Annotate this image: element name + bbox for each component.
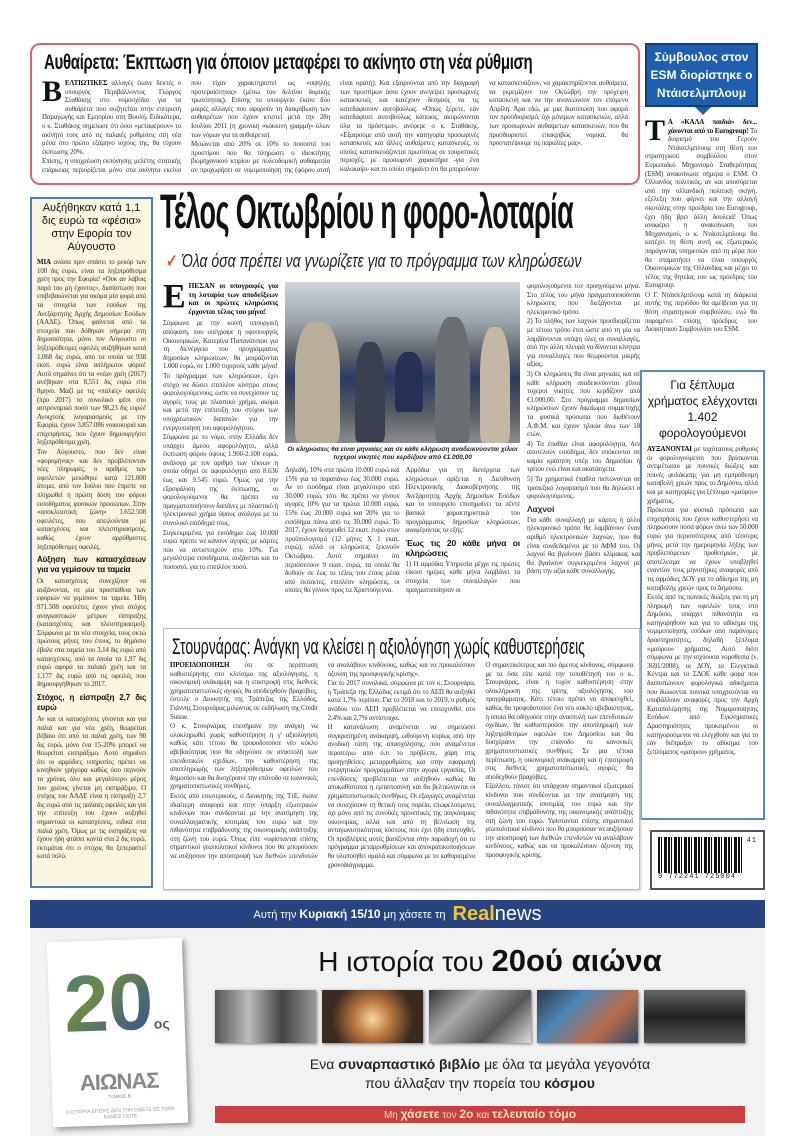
subheading: Έως τις 20 κάθε μήνα οι κληρώσεις	[405, 537, 520, 558]
main-column-3: φορολογούμενοι τον προηγούμενο μήνα. Στο τέλος του μήνα πραγματοποιούνται κληρώσεις που διεξάγονται με ηλεκτρονικό τρόπο. 2) Το πλήθος των λαχνών προσδιορίζεται με τέτοιο τρόπο έτσι ώστε από τη μία να λαμβάνονται υπόψη όλες οι συναλλαγές, από την άλλη πλευρά να δίνονται κίνητρα για συναλλαγές που θεωρούνται μικρής αξίας. 3) Οι κληρώσεις θα είναι μηνιαίες και σε κάθε κλήρωση αναδεικνύονται χίλιοι τυχεροί νικητές που κερδίζουν από €1.000,00. Στο πρόγραμμα δημοσίων κληρώσεων έχουν δικαίωμα συμμετοχής τα φυσικά πρόσωπα που διαθέτουν Α.Φ.Μ. και έχουν ηλικία άνω των 18 ετών. 4) Τα έπαθλα είναι αφορολόγητα, δεν αποτελούν εισόδημα, δεν υπόκεινται σε καμία κράτηση υπέρ του Δημοσίου ή τρίτου ενώ είναι και ακατάσχετα. 5) Τα χρηματικά έπαθλα πιστώνονται σε τραπεζικό λογαριασμό που θα δηλώσει ο φορολογούμενος. Λαχνοί Για κάθε συναλλαγή με κάρτες ή άλλο ηλεκτρονικό τρόπο θα λαμβάνουν έναν αριθμό ηλεκτρονικών λαχνών, που θα είναι συνδεδεμένοι με το ΑΦΜ του. Οι λαχνοί θα βγαίνουν βάσει κλίμακας και θα βγαίνουν συγκεκριμένοι λαχνοί με βάση την αξία κάθε συναλλαγής.	[527, 282, 640, 576]
subheading: Λαχνοί	[527, 503, 555, 514]
sidebar-article-esm: Τ Α «ΚΑΛΑ παιδιά» δεν... χάνονται από το Eurogroup! Το διορισμό του Γερούν Ντάισελμπλουμ στη θέση του στρατηγικού συμβούλου στον Ευρωπαϊκό Μηχανισμό Σταθερότητας (ESM) ανακοίνωσε σήμερα ο ESM. Ο Ολλανδός πολιτικός, αν και αποσύρεται από την ολλανδική πολιτική σκηνή, εξέλεξη που φέρνει και την αλλαγή σκυτάλης στην προεδρία του Eurogroup, έχει ήδη βρει άλλη δουλειά! Όπως αναφέρει η ανακοίνωση του Μηχανισμού, ο κ. Ντάισελμπλουμ θα κατέχει τη θέση αυτή ως εξωτερικός παράγοντας υπηρεσιών από τη μέρα που θα σταματήσει να είναι υπουργός Οικονομικών της Ολλανδίας και μέχρι το τέλος της θητείας του ως πρόεδρος του Eurogroup. Ο Γ. Ντάισελμπλουμ κατά τη διάρκεια αυτής της περιόδου θα αμείβεται για τη θέση στρατηγικού συμβούλου, ενώ θα παραμένει επίσης πρόεδρος του Διοικητικού Συμβουλίου του ESM.	[645, 114, 757, 334]
sidebar-headline-esm: Σύμβουλος στον ESM διορίστηκε ο Ντάισελμπλουμ	[645, 43, 758, 107]
photo-caption: Οι κληρώσεις θα είναι μηνιαίες και σε κάθε κλήρωση αναδεικνύονται χίλιοι τυχεροί νικητές που κερδίζουν από €1.000,00	[287, 446, 518, 461]
ad-line-1: Ενα συναρπαστικό βιβλίο με όλα τα μεγάλα γεγονότα	[309, 1056, 651, 1072]
barcode-bars	[658, 837, 743, 873]
realnews-banner: Αυτή την Κυριακή 15/10 μη χάσετε τη Realnews	[30, 900, 765, 928]
main-headline: Τέλος Οκτωβρίου η φορο-λοταρία	[160, 185, 574, 239]
ad-photo	[537, 990, 638, 1043]
barcode: 41 9 772241 725004	[650, 830, 765, 890]
ad-photo	[215, 990, 316, 1043]
subheading: Αύξηση των κατασχέσεων για να γεμίσουν τα ταμεία	[37, 555, 146, 575]
ad-photo	[322, 990, 423, 1043]
article-headline: Αυθαίρετα: Έκπτωση για όποιον μεταφέρει το ακίνητο στη νέα ρύθμιση	[44, 51, 533, 75]
ad-callout-bar: Μη χάσετε τον 2ο και τελευταίο τόμο	[215, 1106, 745, 1123]
article-photo-tax-office-queue	[285, 282, 520, 443]
ad-title: Η ιστορία του 20ού αιώνα	[318, 943, 662, 978]
main-columns-2: Δηλαδή, 10% στα πρώτα 10.000 ευρώ και 15% για τα παραπάνω έως 30.000 ευρώ. Αν το εισόδημα είναι μεγαλύτερο από 30.000 ευρώ, τότε θα πρέπει να γίνουν αγορές 10% για τα πρώτα 10.000 ευρώ, 15% έως 20.000 ευρώ και 20% για το εισόδημα πάνω από τις 30.000 ευρώ. Το 2017, έχουν δεσμευθεί 12 εκατ. ευρώ στον προϋπολογισμό (12 μήνες Χ 1 εκατ. ευρώ), αλλά οι κληρώσεις ξεκινούν Οκτώβριο. Αυτό σημαίνει ότι περισσεύουν 9 εκατ. ευρώ, τα οποία θα δοθούν σε έως το τέλος του έτους μέσα από έκτακτες, επιπλέον κληρώσεις, οι οποίες θα γίνουν προς τα Χριστούγεννα. Αρμόδια για τη διενέργεια των κληρώσεων ορίζεται η Διεύθυνση Ηλεκτρονικής Διακυβέρνησης της Ανεξάρτητης Αρχής Δημοσίων Εσόδων και το υπουργείο επισημαίνει τα πέντε βασικά χαρακτηριστικά του προγράμματος δημοσίων κληρώσεων, αναφέροντας τα εξής: Έως τις 20 κάθε μήνα οι κληρώσεις 1) Η αρμόδια Υπηρεσία μέχρι τις πρώτες είκοσι ημέρες κάθε μήνα λαμβάνει τα στοιχεία των συναλλαγών που πραγματοποίησαν οι	[285, 466, 520, 595]
main-column-1: ΕΠΕΣΑΝ οι υπογραφές για τη λοταρία των αποδείξεων και οι πρώτες κληρώσεις έρχονται τέλος του μήνα! Σύμφωνα με την κοινή υπουργική απόφαση, που υπέγραψε η υφυπουργός Οικονομικών, Κατερίνα Παπανάτσιου για τη διενέργεια του προγράμματος δημοσίων κληρώσεων, θα μοιράζονται 1.000 ευρώ, σε 1.000 τυχερούς κάθε μήνα! Το πρόγραμμα των κληρώσεων, έχει στόχο να δώσει επιπλέον κίνητρο στους φορολογούμενους, ώστε να συνεχίσουν τις αγορές τους με πλαστικό χρήμα, ακόμα και μετά την επίτευξη του στόχου των υποχρεωτικών δαπανών για την ενεργοποίηση του αφορολόγητου. Σύμφωνα με το νόμο, στην Ελλάδα δεν υπάρχει άμεσο αφορολόγητο, αλλά έκπτωση φόρου ύψους 1.900-2.100 ευρώ, ανάλογα με τον αριθμό των τέκνων η οποία οδηγεί σε αφορολόγητο από 8.636 έως και 9.545 ευρώ. Όμως για την εξασφάλιση της έκπτωσης, οι φορολογούμενοι θα πρέπει να πραγματοποιήσουν δαπάνες με πλαστικό ή ηλεκτρονικό χρήμα ύψους ανάλογα με το συνολικό εισόδημά τους. Συγκεκριμένα, για εισόδημα έως 10.000 ευρώ πρέπει να κάνουν αγορές με κάρτες που να αντιστοιχούν στο 10%. Για μεγαλύτερα εισοδήματα, αυξάνεται και το ποσοστό, για το επιπλέον ποσό.	[163, 278, 278, 571]
checkmark-icon: ✓	[166, 250, 178, 272]
sidebar-headline: Αυξήθηκαν κατά 1,1 δις ευρώ τα «φέσια» στην Εφορία τον Αύγουστο	[41, 202, 142, 253]
ad-photo	[644, 990, 745, 1043]
ad-photo-strip	[215, 990, 745, 1043]
drop-cap: Β	[42, 75, 62, 108]
subheading: Στόχος, η είσπραξη 2,7 δις ευρώ	[37, 692, 146, 712]
ad-line-2: που άλλαξαν την πορεία του κόσμου	[365, 1075, 595, 1091]
sidebar-box-money-laundering: Για ξέπλυμα χρήματος ελέγχονται 1.402 φορολογούμενοι ΑΥΞΑΝΟΝΤΑΙ με ταχύτατους ρυθμούς οι φορολογούμενοι που βρίσκονται αντιμέτωποι με ποινικές διώξεις και ποινές φυλάκισης για μη εμπρόθεσμη καταβολή χρεών προς το Δημόσιο, αλλά και με κατηγορίες για ξέπλυμα «μαύρου» χρήματος. Πρόκειται για φυσικά πρόσωπα και επιχειρήσεις που έχουν καθυστερήσει να πληρώσουν ποσά φόρων άνω των 50.000 ευρώ για περισσότερους από τέσσερις μήνες μετά την ημερομηνία λήξης των προβλεπόμενων προθεσμιών, με αποτέλεσμα να έχουν υποβληθεί εναντίον τους μηνυτήριες αναφορές από τις αρμόδιες ΔΟΥ για το αδίκημα της μη καταβολής χρεών προς το Δημόσιο. Εκτός από τις ποινικές διώξεις για τη μη πληρωμή των οφειλών τους στο Δημόσιο, υπάρχει πιθανότητα να κατηγορηθούν και για το αδίκημα της νομιμοποίησης εσόδων από παράνομες δραστηριότητες, δηλαδή ξέπλυμα «μαύρου» χρήματος. Αυτό διότι σύμφωνα με την ισχύουσα νομοθεσία (ν. 3691/2008), οι ΔΟΥ, τα Ελεγκτικά Κέντρα και το ΣΔΟΕ κάθε φορά που διαπιστώνουν φορολογικά αδικήματα που διώκονται ποινικά υποχρεούνται να υποβάλλουν αναφορές προς την Αρχή Καταπολέμησης της Νομιμοποίησης Εσόδων από Εγκληματικές Δραστηριότητες προκειμένου οι κατηγορούμενοι να ελεγχθούν και για το εάν διέπραξαν το αδίκημα του ξεπλύματος «μαύρου» χρήματος.	[640, 370, 765, 820]
article-illegal-buildings	[30, 43, 640, 185]
ad-photo	[429, 990, 530, 1043]
article-body: ΒΕΛΤΙΩΤΙΚΕΣ αλλαγές έκανε δεκτές ο υπουργός Περιβάλλοντος Γιώργος Σταθάκης στο νομοσχέδιο για τα αυθαίρετα που συζητείται στην επιτροπή Παραγωγής και Εμπορίου στη Βουλή. Ειδικότερα, ο κ. Σταθάκης σημείωσε ότι όσοι «μεταφέρουν» το ακίνητό τους από τις παλαιές ρυθμίσεις στη νέα μέσα στο πρώτο εξάμηνο ισχύος της, θα τύχουν έκπτωσης 20%. Επίσης, η υποχρέωση εκπόνησης μελέτης στατικής επάρκειας περιορίζεται μόνο στα ακίνητα εκείνα που είχαν χαρακτηριστεί ως «υψηλής προτεραιότητας» (μέσω του δελτίου δομικής τρωτότητας). Επίσης το υπουργείο έκανε δύο μικρές αλλαγές που αφορούν τη διακρίβωση των αυθαιρέτων που έχουν κτιστεί μετά την 28η Ιουλίου 2011 (η χρονική «κόκκινη γραμμή» όλων των νόμων για τα αυθαίρετα). Μειώνεται από 20% σε 10% το ποσοστό του προστίμου που θα πληρώσει ο ιδιοκτήτης βιομηχανικού κτιρίου με πολεοδομική αυθαιρεσία αν προχωρήσει σε νομιμοποίηση της (φόρου αυτή είναι ορατή). Και εξαιρούνται από την διαγραφή των προστίμων όσοι έχουν ανεγείρει προσωρινές κατασκευές και κατέχουν δεσμούς να τις κατεδαφίσουν αυτοβούλως. «Όπως ξέρετε, εάν κατεδαφίσει αυτοβούλως κάποιος, ακυρώνονται όλα τα πρόστιμα», ανέφερε ο κ. Σταθάκης. «Εξαιρούμε από αυτή την κατηγορία προσωρινές κατασκευές και άλλες αυθαίρετες κατασκευές, οι οποίες κατασκευάζονται πρωτίστως σε τουριστικές περιοχές, με προσωρινό χαρακτήρα -για ένα καλοκαίρι- και το οποίο σημαίνει ότι θα μπορούσαν να κατασκευάζουν, να χαρακτηρίζονται αυθαίρετα, να γκρεμίζουν τον Οκτώβρη την πρόχειρη κατασκευή και να την ανανεώνουν τον επόμενο Απρίλη. Άρα εδώ, με μια διατύπωση που αφορά τον προσδιορισμό, όχι μόνιμων κατασκευών, αλλά των προσωρινών αυθαίρετων κατασκευών, που θα προσδιοριστεί επακριβώς νομικά, θα προστατέψουμε τις παραλίες μας».	[42, 75, 628, 174]
article-stournaras: Στουρνάρας: Ανάγκη να κλείσει η αξιολόγηση χωρίς καθυστερήσεις ΠΡΟΕΙΔΟΠΟΙΗΣΗ ότι σε περίπτωση καθυστέρησης στο κλείσιμο της αξιολόγησης, η οικονομική ανάκαμψη και η επιστροφή στις διεθνείς χρηματοπιστωτικές αγορές θα αποδειχθούν βραχύβιες, έστειλε ο Διοικητής της Τράπεζας της Ελλάδος, Γιάννης Στουρνάρας μιλώντας σε εκδήλωση της Credit Suisse. Ο κ. Στουρνάρας επεσήμανε την ανάγκη να ολοκληρωθεί χωρίς καθυστέρηση η γ' αξιολόγηση καθώς κάτι τέτοιο θα τροφοδοτούσε νέο κύκλο αβεβαιότητας που θα οδηγούσε σε αναστολή των επενδυτικών σχεδίων, την καθυστέρηση της αποπληρωμής των ληξιπρόθεσμων οφειλών του δημοσίου και θα δυσχέραινε την επάνοδο σε κανονικές χρηματοπιστωτικές συνθήκες. Εκτός από εσωτερικούς, ο Διοικητής της ΤτΕ, έκανε ιδιαίτερη αναφορά και στην ύπαρξη εξωτερικών κινδύνων που συνδέονται με την ανατίμηση της συναλλαγματικής ισοτιμίας του ευρώ και την πιθανότητα επιβράδυνσης της οικονομικής ανάπτυξης στη ζώνη του ευρώ. Όπως είπε «υφίστανται επίσης σημαντικοί γεωπολιτικοί κίνδυνοι που θα μπορούσαν να αυξήσουν την αποστροφή των διεθνών επενδυτών να αναλάβουν κινδύνους, καθώς και να προκαλέσουν όξυνση της προσφυγικής κρίσης». Για το 2017 συνολικά, σύμφωνα με τον κ. Στουρνάρα, η Τράπεζα της Ελλάδος εκτιμά ότι το ΑΕΠ θα αυξηθεί κατά 1,7% περίπου. Για το 2018 και το 2019, ο ρυθμός ανόδου του ΑΕΠ προβλέπεται να επιταχυνθεί στο 2,4% και 2,7% αντίστοιχα. Η κατανάλωση αναμένεται να σημειώσει συγκρατημένη ανάκαμψη, ωθούμενη κυρίως από την ανοδική τάση της απασχόλησης, που αναμένεται περαιτέρω από ό,τι το πρόβλεπε, χάρη στις προηγηθείσες μεταρρυθμίσεις και στην εφαρμογή ενεργητικών προγραμμάτων στην αγορά εργασίας. Οι επενδύσεις προβλέπεται να αυξηθούν καθώς θα αποκαθίσταται η εμπιστοσύνη και θα βελτιώνονται οι χρηματοπιστωτικές συνθήκες. Οι εξαγωγές αναμένεται να συνεχίσουν τη θετική τους πορεία, επωφελούμενες όχι μόνο από τις ευνοϊκές προοπτικές της παγκόσμιας οικονομίας, αλλά και από τη βελτίωση της ανταγωνιστικότητας κόστους που έχει ήδη επιτευχθεί. Οι προβλέψεις αυτές βασίζονται στην παραδοχή ότι το πρόγραμμα μεταρρυθμίσεων και αποκρατικοποιήσεων θα υλοποιηθεί ομαλά και σύμφωνα με το καθορισμένο χρονοδιάγραμμα. Ο σημαντικότερος και πιο άμεσος κίνδυνος, σύμφωνα με τα όσα είπε κατά την τοποθέτησή του ο κ. Στουρνάρας, είναι η τυχόν καθυστέρηση στην ολοκλήρωση της τρίτης αξιολόγησης του προγράμματος. Κάτι τέτοιο πρέπει να αποφευχθεί, καθώς θα τροφοδοτούσε ένα νέο κύκλο αβεβαιότητας, η οποία θα οδηγούσε στην αναστολή των επενδυτικών σχεδίων, θα καθυστερούσε την αποπληρωμή των ληξιπρόθεσμων οφειλών του Δημοσίου και θα δυσχέραινε την επάνοδο σε κανονικές χρηματοπιστωτικές συνθήκες. Σε μια τέτοια περίπτωση, η οικονομική ανάκαμψη και η επιστροφή στις διεθνείς χρηματοπιστωτικές αγορές θα αποδεχθούν βραχύβιες. Εξάλλου, τόνισε ότι υπάρχουν σημαντικοί εξωτερικοί κίνδυνοι που συνδέονται με την ανατίμηση της συναλλαγματικής ισοτιμίας του ευρώ και την πιθανότητα επιβράδυνσης της οικονομικής ανάπτυξης στη ζώνη του ευρώ. Υφίστανται επίσης σημαντικοί γεωπολιτικοί κίνδυνοι που θα μπορούσαν να αυξήσουν την αποστροφή των διεθνών επενδυτών να αναλάβουν κινδύνους, καθώς και να προκαλέσουν όξυνση της προσφυγικής κρίσης.	[163, 628, 640, 890]
realnews-logo: Realnews	[452, 903, 542, 925]
box-headline: Για ξέπλυμα χρήματος ελέγχονται 1.402 φορολογούμενοι	[647, 378, 758, 440]
sidebar-article-tax-debts: Αυξήθηκαν κατά 1,1 δις ευρώ τα «φέσια» στην Εφορία τον Αύγουστο ΜΙΑ ανάσα πριν σπάσει το ρεκόρ των 100 δις ευρώ, είναι τα ληξιπρόθεσμα χρέη προς την Εφορία! «Ουκ αν λάβοις παρά του μη έχοντος», διαπίστωση που επιβεβαιώνεται για ακόμα μία φορά από τα στοιχεία των εσόδων της Ανεξάρτητης Αρχής Δημοσίων Εσόδων (ΑΑΔΕ). Όπως φαίνεται από τα στοιχεία που δόθηκαν σήμερα στη δημοσιότητα, μόνο τον Αύγουστο οι ληξιπρόθεσμες οφειλές αυξήθηκαν κατά 1,068 δις ευρώ, από τα οποία τα 938 εκατ. ευρώ είναι απλήρωτοι φόροι! Αυτό σημαίνει ότι τα «νέα» χρέη (2017) ανέβηκαν στα 8,551 δις ευρώ στο 8μηνο. Μαζί με τις «παλιές» οφειλές (προ 2017) το συνολικό φέσι στο αστρονομικό ποσό των 98,23 δις ευρώ! Ανοιχτούς λογαριασμούς με την Εφορία, έχουν 3.857.086 νοικοκυριά και επιχειρήσεις, που έχουν δημιουργήσει ληξιπρόθεσμα χρέη. Τον Αύγουστο, που δεν είναι «φορομήνας» και δεν προβλέπονταν νέες πληρωμές, ο αριθμός των οφειλετών μειώθηκε κατά 121.000 άτομα, από τον Ιούλιο που έπρεπε να πληρωθεί η πρώτη δόση του φόρου εισοδήματος φυσικών προσώπων. Στην «αποκλειστική ζώνη» 1.652.508 οφειλέτες, που απειλούνται με κατασχέσεις και πλειστηριασμούς, καθώς έχουν αρρύθμιστες ληξιπρόθεσμες οφειλές. Αύξηση των κατασχέσεων για να γεμίσουν τα ταμεία Οι κατασχέσεις συνεχίζουν να αυξάνονται, σε μία προσπάθεια των εφοριών να γεμίσουν τα ταμεία. Ήδη 971.508 οφειλέτες έχουν γίνει στόχος αναγκαστικών μέτρων είσπραξης (κατασχέσεις και πλειστηριασμοί). Σύμφωνα με τα νέα στοιχεία, τους οκτώ πρώτους μήνες του έτους, το δημόσιο έβαλε στα ταμεία του 3,14 δις ευρώ από κατασχέσεις, από τα οποία τα 1,97 δις ευρώ αφορά τα παλαιά χρέη και τα 1,177 δις ευρώ από τις οφειλές που δημιουργήθηκαν το 2017. Στόχος, η είσπραξη 2,7 δις ευρώ Αν και οι κατασχέσεις γίνονται και για παλιά και για νέα χρέη, θεωρείται βέβαιο ότι από τα παλιά χρέη, των 90 δις ευρώ, μόνο ένα 15-20% μπορεί να θεωρείται εισπράξιμο. Αυτό σημαίνει ότι οι αρμόδιες υπηρεσίες πρέπει να κινηθούν γρήγορα καθώς όσο περνούν τα χρόνια, όλο και μεγαλύτερο μέρος του χρέους γίνεται μη εισπράξιμο. Ο στόχος του ΑΑΔΕ είναι η είσπραξη 2,7 δις ευρώ από τις παλαιές οφειλές και για την επίτευξη του έχουν αυξηθεί σημαντικά οι κατασχέσεις, ειδικά στα παλιά χρέη. Όμως με τις εισπράξεις να έχουν ήδη φτάσει κοντά στα 2 δις ευρώ, εκτιμάται ότι ο στόχος θα ξεπεραστεί κατά πολύ.	[30, 197, 153, 888]
book-cover: 20ος ΑΙΩΝΑΣ ΤΟΜΟΣ Β Η ΙΣΤΟΡΙΑ ΕΠΙΣΗΣ ΔΕΝ ΤΗΝ ΕΙΔΕΤΕ ΩΣ ΤΩΡΑ ΚΑΝΕΙΣ ΠΟΤΕ	[47, 938, 188, 1128]
article-headline: Στουρνάρας: Ανάγκη να κλείσει η αξιολόγηση χωρίς καθυστερήσεις	[172, 633, 585, 659]
main-subtitle: ✓ Όλα όσα πρέπει να γνωρίζετε για το πρόγραμμα των κληρώσεων	[166, 250, 582, 272]
